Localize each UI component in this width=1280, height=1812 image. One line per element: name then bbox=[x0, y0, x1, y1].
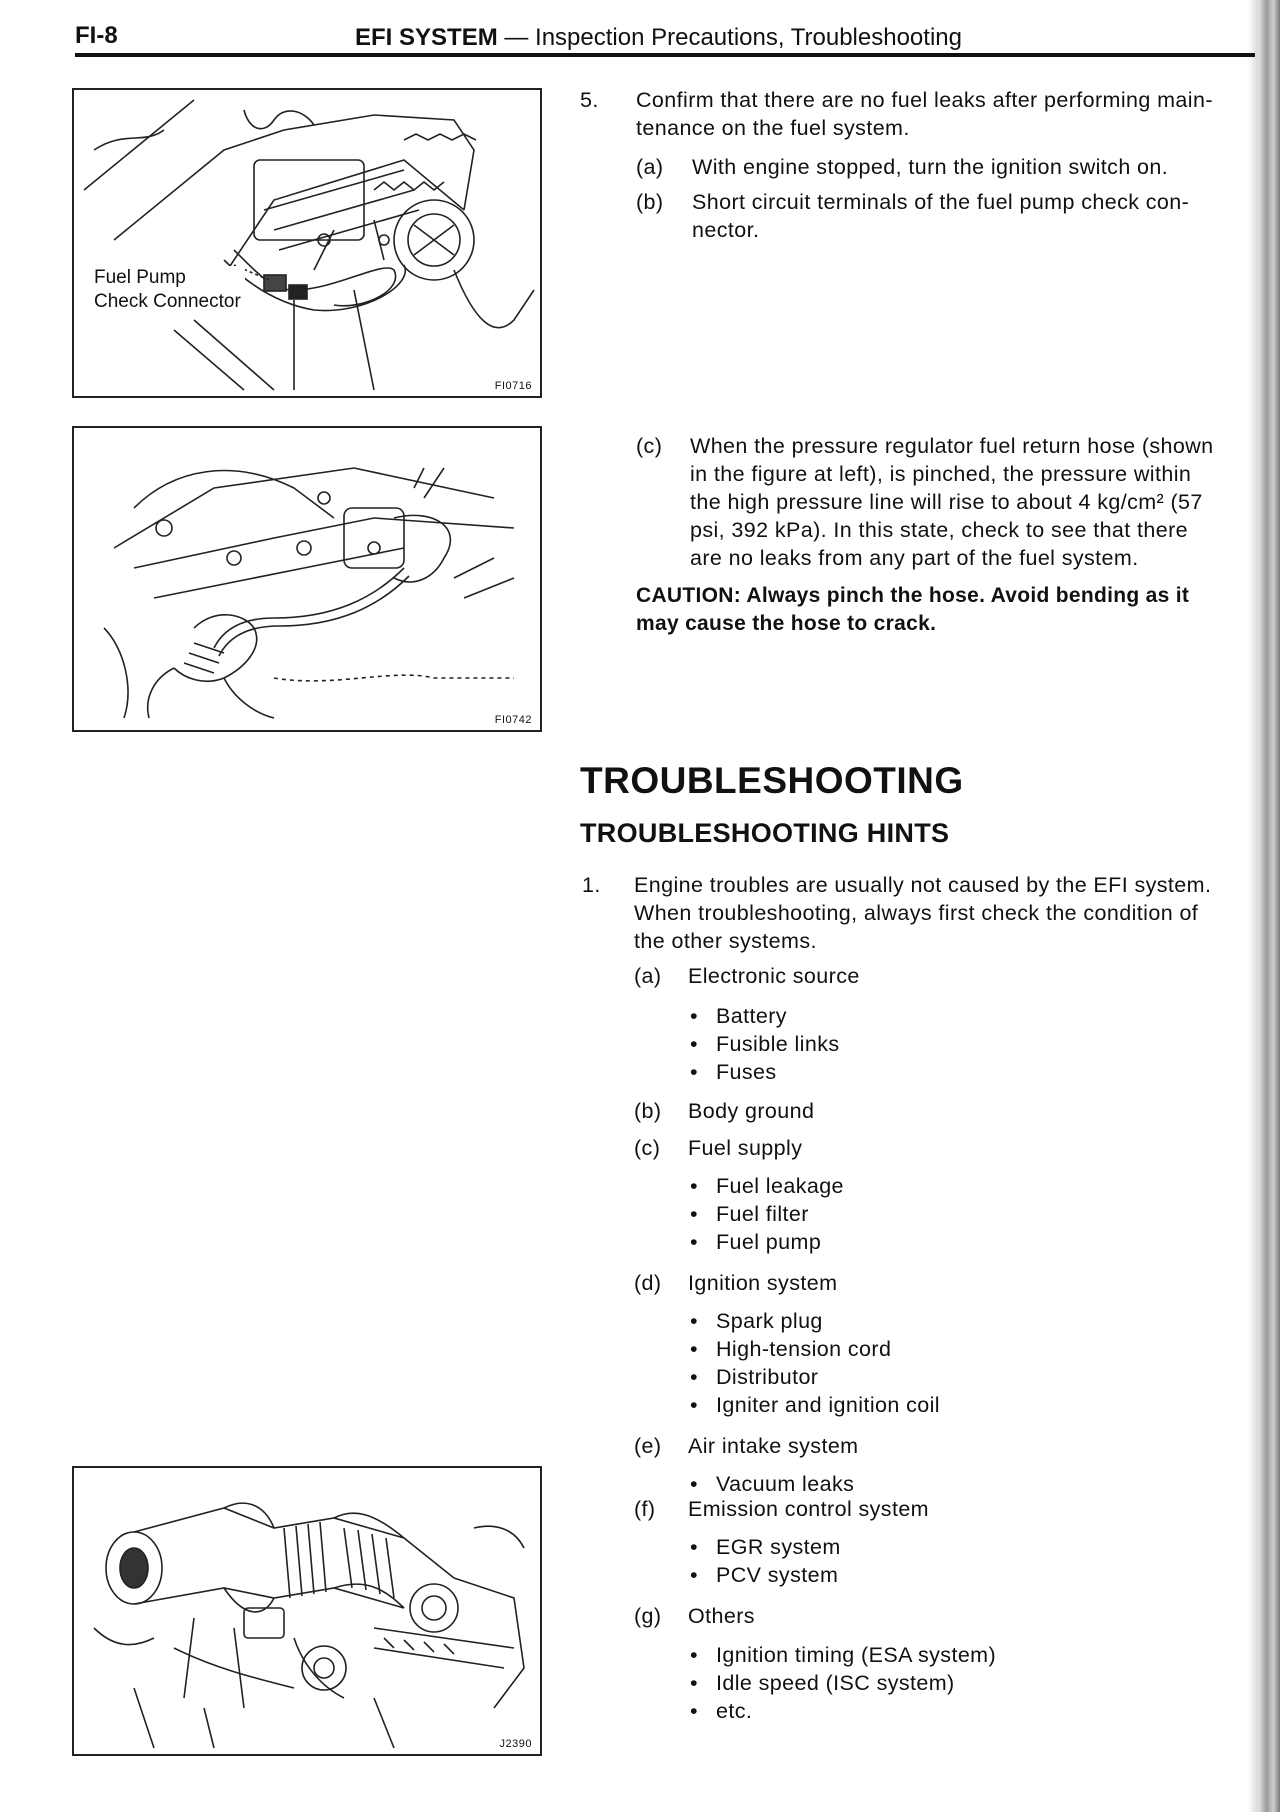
item-1-line-2: When troubleshooting, always first check the condition of bbox=[634, 901, 1199, 925]
figure-engine-intake-overview bbox=[72, 1466, 542, 1756]
header-section: Inspection Precautions, Troubleshooting bbox=[535, 24, 962, 51]
check-item: • Fusible links bbox=[716, 1032, 840, 1057]
troubleshooting-heading: TROUBLESHOOTING bbox=[580, 760, 964, 801]
header-dash: — bbox=[504, 24, 529, 51]
step-5-line-1: Confirm that there are no fuel leaks after performing main- bbox=[636, 88, 1213, 112]
item-1-number: 1. bbox=[582, 873, 601, 897]
callout-line-2: Check Connector bbox=[94, 291, 241, 312]
check-item: • EGR system bbox=[716, 1535, 841, 1560]
page-header bbox=[75, 22, 1255, 56]
figure-pinch-return-hose bbox=[72, 426, 542, 732]
step-5a-text: With engine stopped, turn the ignition switch on. bbox=[692, 155, 1169, 179]
check-group-label: (c) bbox=[634, 1136, 661, 1160]
page-edge-shadow bbox=[1248, 0, 1258, 1812]
check-item: • Igniter and ignition coil bbox=[716, 1393, 940, 1418]
check-group-title: Emission control system bbox=[688, 1497, 929, 1521]
check-item: • Fuses bbox=[716, 1060, 777, 1085]
check-item: • Fuel leakage bbox=[716, 1174, 844, 1199]
step-5c-line-5: are no leaks from any part of the fuel system. bbox=[690, 546, 1139, 570]
check-group-title: Electronic source bbox=[688, 964, 860, 988]
check-item: • etc. bbox=[716, 1699, 752, 1724]
check-group-label: (b) bbox=[634, 1099, 662, 1123]
check-group-title: Air intake system bbox=[688, 1434, 859, 1458]
check-item: • Idle speed (ISC system) bbox=[716, 1671, 955, 1696]
step-5-line-2: tenance on the fuel system. bbox=[636, 116, 910, 140]
step-5c-label: (c) bbox=[636, 434, 663, 458]
check-group-title: Others bbox=[688, 1604, 755, 1628]
step-5b-label: (b) bbox=[636, 190, 664, 214]
hose-pinch-illustration bbox=[74, 428, 540, 730]
figure-code: FI0742 bbox=[494, 714, 532, 726]
check-item: • Battery bbox=[716, 1004, 787, 1029]
check-group-label: (d) bbox=[634, 1271, 662, 1295]
header-system: EFI SYSTEM bbox=[355, 24, 498, 51]
header-rule bbox=[75, 53, 1255, 57]
check-item: • Fuel filter bbox=[716, 1202, 809, 1227]
item-1-line-1: Engine troubles are usually not caused by the EFI system. bbox=[634, 873, 1212, 897]
header-title bbox=[355, 24, 962, 52]
check-item: • Spark plug bbox=[716, 1309, 823, 1334]
step-5b-line-2: nector. bbox=[692, 218, 760, 242]
figure-code: FI0716 bbox=[494, 380, 532, 392]
check-item: • High-tension cord bbox=[716, 1337, 891, 1362]
step-5a-label: (a) bbox=[636, 155, 664, 179]
check-group-title: Fuel supply bbox=[688, 1136, 803, 1160]
fuel-pump-check-connector-callout bbox=[94, 266, 245, 314]
figure-code: J2390 bbox=[499, 1738, 532, 1750]
callout-line-1: Fuel Pump bbox=[94, 267, 186, 288]
step-5c-line-4: psi, 392 kPa). In this state, check to see that there bbox=[690, 518, 1189, 542]
item-1-line-3: the other systems. bbox=[634, 929, 817, 953]
engine-intake-illustration bbox=[74, 1468, 540, 1754]
check-group-label: (e) bbox=[634, 1434, 662, 1458]
troubleshooting-hints-heading: TROUBLESHOOTING HINTS bbox=[580, 818, 950, 848]
step-5-number: 5. bbox=[580, 88, 599, 112]
engine-connector-illustration bbox=[74, 90, 540, 396]
step-5b-line-1: Short circuit terminals of the fuel pump check con- bbox=[692, 190, 1190, 214]
check-item: • Ignition timing (ESA system) bbox=[716, 1643, 996, 1668]
check-group-label: (f) bbox=[634, 1497, 656, 1521]
figure-fuel-pump-check-connector bbox=[72, 88, 542, 398]
check-item: • Fuel pump bbox=[716, 1230, 821, 1255]
step-5c-line-3: the high pressure line will rise to about 4 kg/cm² (57 bbox=[690, 490, 1203, 514]
check-group-title: Ignition system bbox=[688, 1271, 838, 1295]
page-number: FI-8 bbox=[75, 22, 118, 49]
check-group-label: (g) bbox=[634, 1604, 662, 1628]
check-group-label: (a) bbox=[634, 964, 662, 988]
caution-line-1: CAUTION: Always pinch the hose. Avoid bending as it bbox=[636, 584, 1190, 607]
check-item: • PCV system bbox=[716, 1563, 838, 1588]
step-5c-line-2: in the figure at left), is pinched, the pressure within bbox=[690, 462, 1192, 486]
check-item: • Distributor bbox=[716, 1365, 818, 1390]
step-5c-line-1: When the pressure regulator fuel return hose (shown bbox=[690, 434, 1214, 458]
caution-line-2: may cause the hose to crack. bbox=[636, 612, 937, 635]
check-group-title: Body ground bbox=[688, 1099, 815, 1123]
check-item: • Vacuum leaks bbox=[716, 1472, 854, 1497]
page-edge bbox=[1258, 0, 1280, 1812]
